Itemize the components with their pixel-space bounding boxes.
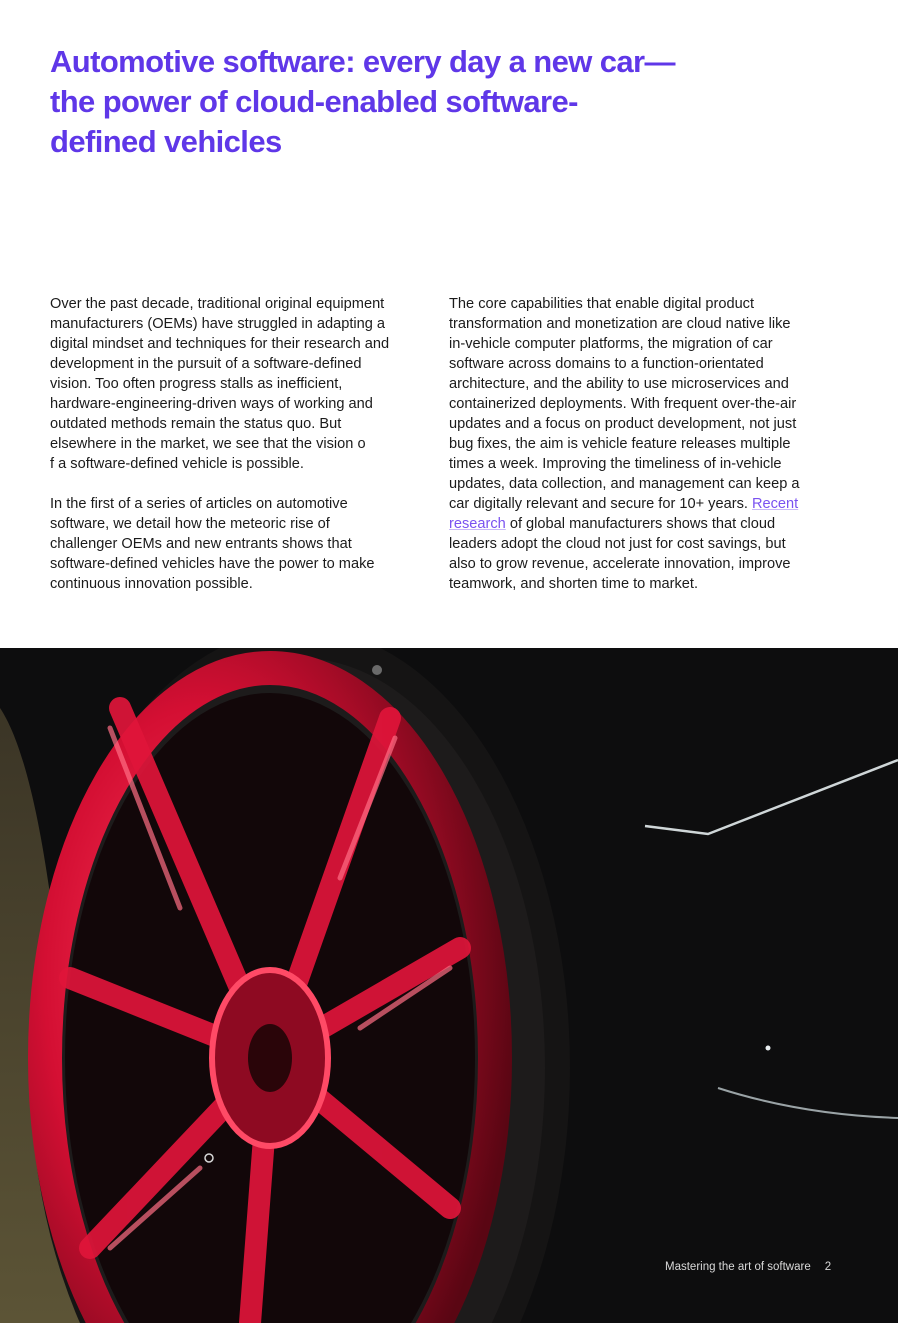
text-line: times a week. Improving the timeliness of in-vehicle <box>449 456 782 472</box>
text-line: software across domains to a function-orientated <box>449 356 764 372</box>
text-line: containerized deployments. With frequent over-the-air <box>449 396 797 412</box>
text-line: digital mindset and techniques for their research and <box>50 336 390 352</box>
page-footer <box>665 1261 831 1273</box>
text-line: software-defined vehicles have the power to make <box>50 556 375 572</box>
text-line: elsewhere in the market, we see that the vision o <box>50 436 366 452</box>
text-line: software, we detail how the meteoric rise of <box>50 516 330 532</box>
title-line-3: defined vehicles <box>50 124 282 159</box>
recent-research-link[interactable]: Recent <box>751 496 799 512</box>
text-line: challenger OEMs and new entrants shows that <box>50 536 352 552</box>
text-line: leaders adopt the cloud not just for cost savings, but <box>449 536 786 552</box>
text-line: transformation and monetization are cloud native like <box>449 316 791 332</box>
wheel-illustration <box>0 648 898 1323</box>
text-line: f a software-defined vehicle is possible. <box>50 456 304 472</box>
paragraph-2 <box>50 494 422 594</box>
text-line: Over the past decade, traditional original equipment <box>50 296 385 312</box>
red-wheel-photo <box>0 648 898 1323</box>
text-line: continuous innovation possible. <box>50 576 253 592</box>
text-line: teamwork, and shorten time to market. <box>449 576 699 592</box>
text-line-with-link <box>449 514 821 534</box>
text-line: development in the pursuit of a software-defined <box>50 356 362 372</box>
article-title <box>50 42 810 162</box>
text-line: also to grow revenue, accelerate innovation, improve <box>449 556 791 572</box>
text-line: updates, data collection, and management can keep a <box>449 476 800 492</box>
text-line: manufacturers (OEMs) have struggled in adapting a <box>50 316 386 332</box>
text-line: bug fixes, the aim is vehicle feature releases multiple <box>449 436 791 452</box>
text-line: In the first of a series of articles on automotive <box>50 496 348 512</box>
text-line: outdated methods remain the status quo. But <box>50 416 342 432</box>
text-line: updates and a focus on product development, not just <box>449 416 797 432</box>
text-segment: car digitally relevant and secure for 10+ years. <box>449 496 752 512</box>
text-line: vision. Too often progress stalls as inefficient, <box>50 376 343 392</box>
text-line: architecture, and the ability to use microservices and <box>449 376 789 392</box>
page-number: 2 <box>824 1261 832 1273</box>
footer-title: Mastering the art of software <box>665 1261 811 1273</box>
title-line-1: Automotive software: every day a new car— <box>50 44 675 79</box>
paragraph-1 <box>50 294 422 474</box>
text-segment: of global manufacturers shows that cloud <box>505 516 776 532</box>
right-column <box>449 294 821 594</box>
left-column <box>50 294 422 594</box>
text-line: in-vehicle computer platforms, the migration of car <box>449 336 773 352</box>
title-line-2: the power of cloud-enabled software- <box>50 84 578 119</box>
text-line-with-link <box>449 494 821 514</box>
text-line: The core capabilities that enable digital product <box>449 296 755 312</box>
recent-research-link-continued[interactable]: research <box>449 516 506 532</box>
paragraph-gap <box>50 474 422 494</box>
text-line: hardware-engineering-driven ways of working and <box>50 396 373 412</box>
